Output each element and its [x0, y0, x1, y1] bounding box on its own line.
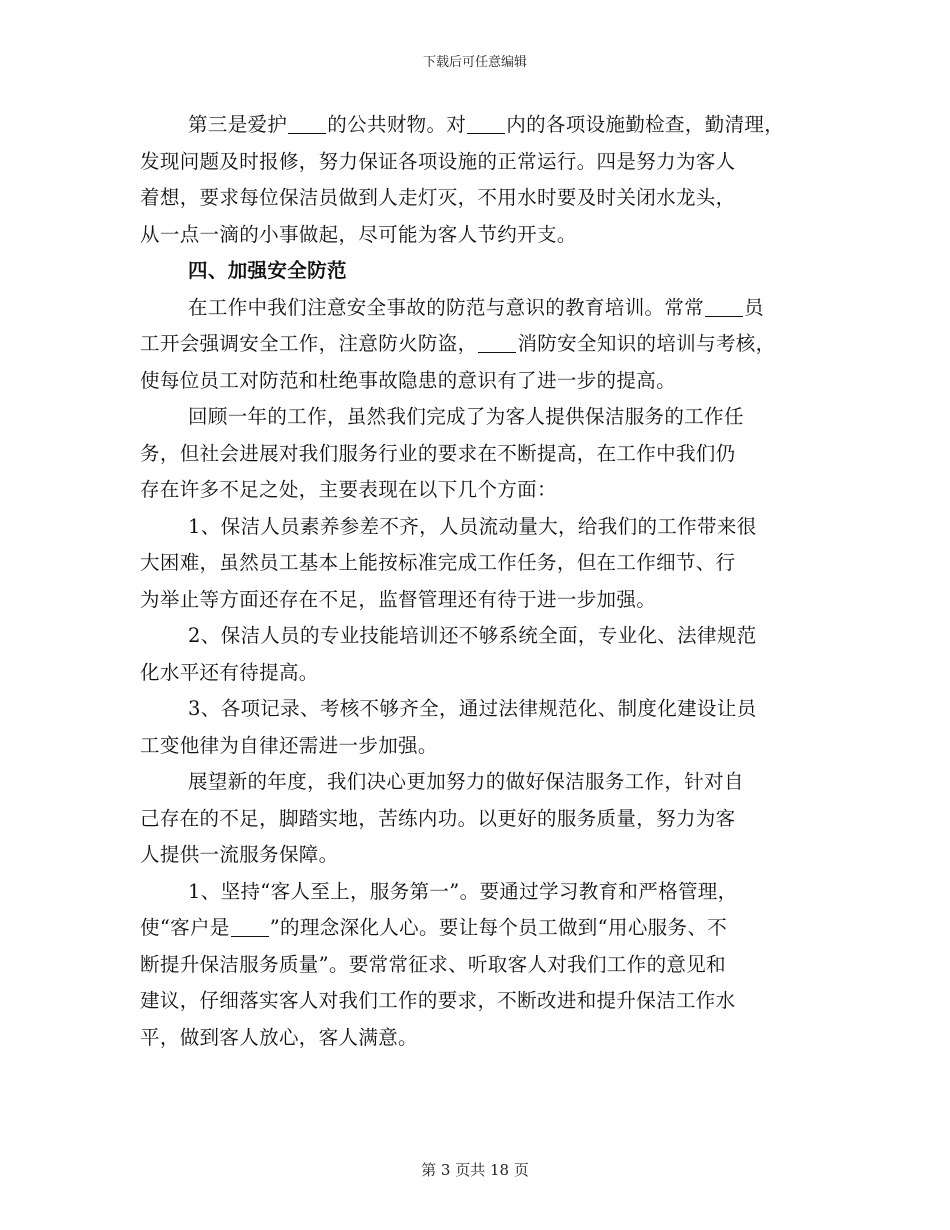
page-header: 下载后可任意编辑	[422, 55, 527, 70]
text-segment: 四、加强安全防范	[188, 259, 347, 282]
text-line	[140, 545, 808, 582]
section-heading	[140, 253, 808, 290]
text-segment: 务，但社会进展对我们服务行业的要求在不断提高，在工作中我们仍	[140, 441, 736, 465]
text-segment: 员	[744, 295, 764, 319]
text-line	[140, 1020, 808, 1057]
document-body	[140, 107, 808, 1056]
fill-in-blank	[467, 113, 505, 134]
text-line	[140, 509, 808, 546]
text-segment: 人提供一流服务保障。	[140, 843, 339, 866]
text-segment: 第三是爱护	[188, 113, 288, 136]
text-segment: 为举止等方面还存在不足，监督管理还有待于进一步加强。	[140, 587, 657, 611]
text-line	[140, 947, 808, 984]
text-line	[140, 472, 808, 509]
text-segment: 从一点一滴的小事做起，尽可能为客人节约开支。	[140, 222, 577, 246]
text-segment: 工开会强调安全工作，注意防火防盗，	[140, 332, 478, 355]
text-line	[140, 582, 808, 619]
text-segment: 存在许多不足之处，主要表现在以下几个方面：	[140, 478, 557, 501]
text-segment: 平，做到客人放心，客人满意。	[140, 1025, 418, 1049]
text-line	[140, 290, 808, 327]
text-segment: 建议，仔细落实客人对我们工作的要求，不断改进和提升保洁工作水	[140, 989, 736, 1012]
text-line	[140, 655, 808, 692]
text-line	[140, 363, 808, 400]
text-segment: 回顾一年的工作，虽然我们完成了为客人提供保洁服务的工作任	[188, 405, 744, 428]
text-line	[140, 874, 808, 911]
text-line	[140, 837, 808, 874]
text-line	[140, 691, 808, 728]
text-segment: 1、保洁人员素养参差不齐，人员流动量大，给我们的工作带来很	[188, 514, 757, 538]
text-segment: ”的理念深化人心。要让每个员工做到“用心服务、不	[269, 916, 728, 939]
text-segment: 着想，要求每位保洁员做到人走灯灭，不用水时要及时关闭水龙头，	[140, 186, 736, 209]
text-segment: 1、坚持“客人至上，服务第一”。要通过学习教育和严格管理，	[188, 879, 738, 903]
text-line	[140, 326, 808, 363]
text-segment: 2、保洁人员的专业技能培训还不够系统全面，专业化、法律规范	[188, 624, 757, 647]
text-line	[140, 764, 808, 801]
text-segment: 3、各项记录、考核不够齐全，通过法律规范化、制度化建设让员	[188, 697, 757, 720]
text-line	[140, 180, 808, 217]
text-line	[140, 728, 808, 765]
text-segment: 化水平还有待提高。	[140, 660, 319, 684]
text-segment: 断提升保洁服务质量”。要常常征求、听取客人对我们工作的意见和	[140, 952, 726, 976]
text-segment: 内的各项设施勤检查，勤清理，	[506, 113, 785, 136]
text-segment: 的公共财物。对	[327, 113, 467, 136]
text-line	[140, 144, 808, 181]
text-segment: 在工作中我们注意安全事故的防范与意识的教育培训。常常	[188, 295, 705, 319]
text-line	[140, 436, 808, 473]
fill-in-blank	[705, 296, 743, 317]
text-segment: 发现问题及时报修，努力保证各项设施的正常运行。四是努力为客人	[140, 149, 736, 173]
fill-in-blank	[288, 113, 326, 134]
text-line	[140, 910, 808, 947]
text-segment: 消防安全知识的培训与考核，	[517, 332, 776, 355]
fill-in-blank	[231, 916, 269, 937]
fill-in-blank	[478, 332, 516, 353]
text-line	[140, 983, 808, 1020]
text-segment: 己存在的不足，脚踏实地，苦练内功。以更好的服务质量，努力为客	[140, 806, 736, 830]
text-segment: 使每位员工对防范和杜绝事故隐患的意识有了进一步的提高。	[140, 368, 676, 392]
text-line	[140, 217, 808, 254]
text-segment: 使“客户是	[140, 916, 230, 939]
text-line	[140, 618, 808, 655]
text-line	[140, 801, 808, 838]
text-line	[140, 107, 808, 144]
page-footer: 第 3 页共 18 页	[421, 1161, 529, 1179]
text-segment: 大困难，虽然员工基本上能按标准完成工作任务，但在工作细节、行	[140, 551, 736, 574]
text-segment: 工变他律为自律还需进一步加强。	[140, 733, 438, 757]
text-segment: 展望新的年度，我们决心更加努力的做好保洁服务工作，针对自	[188, 770, 744, 793]
text-line	[140, 399, 808, 436]
